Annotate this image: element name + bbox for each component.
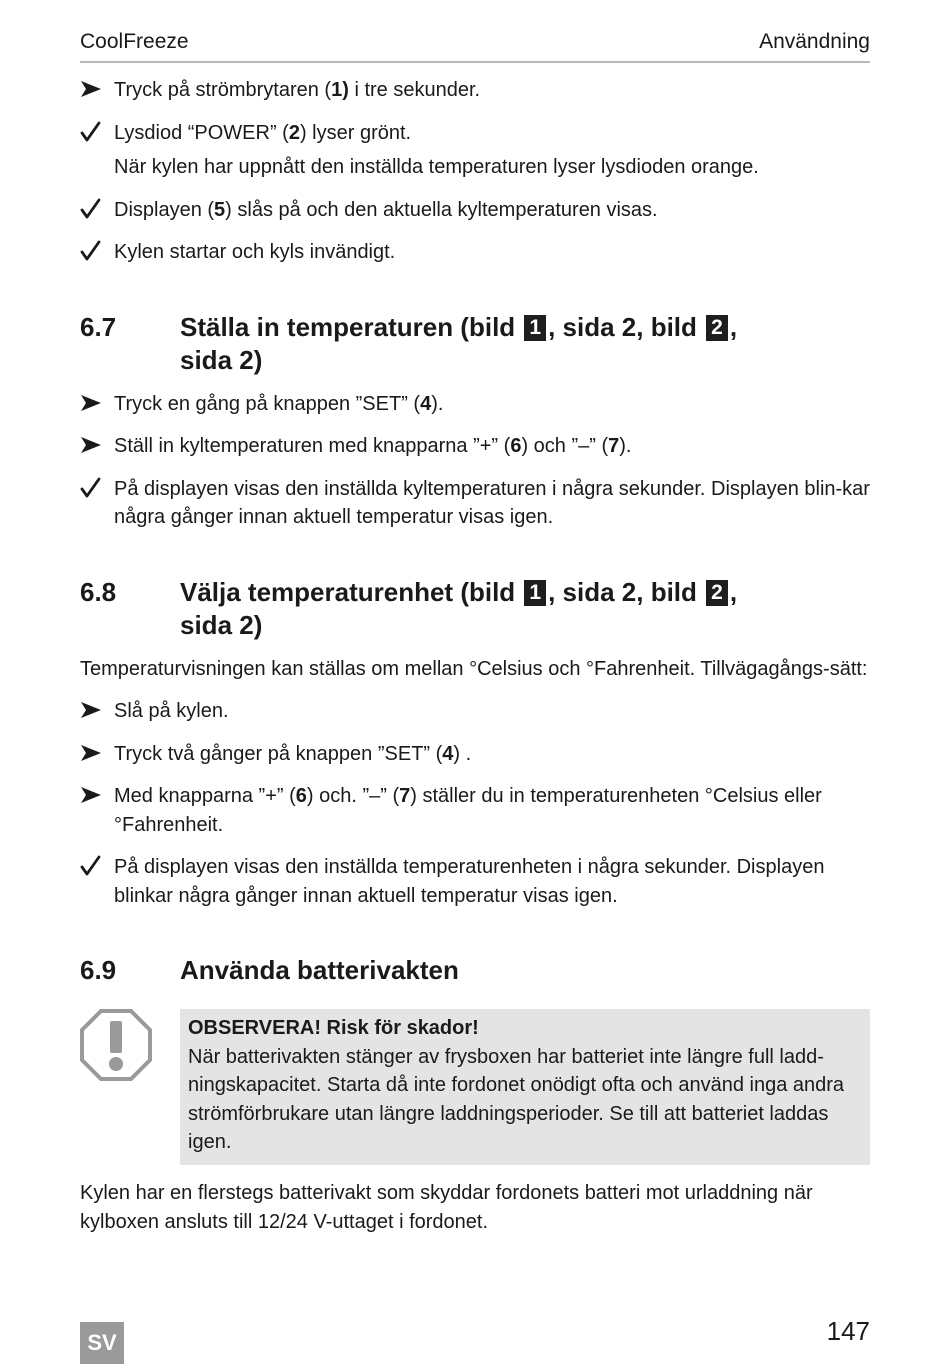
step-text: På displayen visas den inställda temperaturenheten i några sekunder. Displayen blinkar några gånger innan aktuell temperatur visas igen. [114, 856, 825, 907]
step-ref: 6 [510, 435, 522, 457]
header-chapter-name: Användning [759, 30, 870, 53]
section-number: 6.9 [80, 955, 117, 985]
check-icon [80, 196, 106, 224]
warning-notice [80, 1009, 870, 1161]
check-icon [80, 119, 106, 147]
warning-icon [80, 1009, 152, 1081]
figure-ref-badge: 1 [524, 315, 546, 341]
step-text: ) lyser grönt. [299, 121, 412, 144]
arrow-icon [80, 782, 106, 810]
warning-box [180, 1009, 870, 1165]
heading-text: Ställa in temperaturen (bild [180, 311, 523, 342]
language-badge: SV [80, 1322, 124, 1364]
heading-text: , [729, 311, 738, 342]
step-ref: 1) [331, 79, 349, 101]
list-item [80, 76, 870, 105]
heading-text: , sida 2, bild [548, 311, 705, 342]
step-text: Kylen startar och kyls invändigt. [114, 241, 396, 263]
list-item [80, 475, 870, 532]
step-text: Slå på kylen. [114, 700, 229, 722]
step-text: På displayen visas den inställda kyltemperaturen i några sekunder. Displayen blin-kar några gånger innan aktuell temperatur visas igen. [114, 477, 870, 528]
list-item [80, 853, 870, 910]
list-item [80, 697, 870, 726]
arrow-icon [80, 740, 106, 768]
step-text: Tryck två gånger på knappen ”SET” ( [114, 742, 443, 765]
check-icon [80, 475, 106, 503]
step-ref: 6 [295, 785, 307, 807]
check-icon [80, 238, 106, 266]
section-heading-6-7 [80, 311, 870, 377]
section-heading-6-9 [80, 954, 870, 987]
step-note: När kylen har uppnått den inställda temperaturen lyser lysdioden orange. [114, 156, 759, 178]
intro-paragraph: Temperaturvisningen kan ställas om mellan °Celsius och °Fahrenheit. Tillvägagångs-sätt: [80, 657, 868, 680]
step-text: ). [619, 435, 632, 457]
warning-title: OBSERVERA! Risk för skador! [188, 1017, 479, 1039]
step-ref: 7 [399, 785, 411, 807]
figure-ref-badge: 2 [706, 580, 728, 606]
list-item [80, 238, 870, 267]
arrow-icon [80, 697, 106, 725]
step-ref: 5 [214, 198, 226, 221]
page-content [80, 76, 870, 1236]
step-text: ) och. ”–” ( [306, 785, 400, 807]
list-item [80, 432, 870, 461]
arrow-icon [80, 390, 106, 418]
step-text: Tryck på strömbrytaren ( [114, 79, 332, 101]
step-text: Ställ in kyltemperaturen med knapparna ”+” ( [114, 435, 511, 457]
figure-ref-badge: 2 [706, 315, 728, 341]
step-ref: 2 [288, 121, 300, 144]
step-ref: 4 [420, 392, 432, 415]
warning-text: När batterivakten stänger av frysboxen har batteriet inte längre full ladd-ningskapacitet. Starta då inte fordonet onödigt ofta och använd inga andra strömförbrukare utan längre laddningsperioder. Se till att batteriet laddas igen. [188, 1045, 845, 1153]
arrow-icon [80, 76, 106, 104]
list-item [80, 390, 870, 419]
step-text: Lysdiod “POWER” ( [114, 121, 289, 144]
section-heading-6-8 [80, 576, 870, 642]
arrow-icon [80, 432, 106, 460]
body-paragraph: Kylen har en flerstegs batterivakt som skyddar fordonets batteri mot urladdning när kylboxen ansluts till 12/24 V-uttaget i fordonet. [80, 1182, 813, 1233]
list-item [80, 196, 870, 225]
header-product-name: CoolFreeze [80, 30, 189, 53]
check-icon [80, 853, 106, 881]
step-text: ) . [453, 742, 472, 765]
figure-ref-badge: 1 [524, 580, 546, 606]
heading-text: sida 2) [180, 609, 263, 640]
heading-text: Använda batterivakten [180, 955, 459, 985]
list-item [80, 740, 870, 769]
step-text: ) slås på och den aktuella kyltemperaturen visas. [225, 198, 658, 221]
step-text: ) ställer du in temperaturenheten °Celsius eller °Fahrenheit. [114, 785, 822, 836]
page-header [80, 30, 870, 63]
heading-text: sida 2) [180, 344, 263, 375]
step-text: ) och ”–” ( [521, 435, 609, 457]
page-number: 147 [826, 1316, 870, 1346]
step-text: i tre sekunder. [348, 79, 481, 101]
step-text: Displayen ( [114, 198, 215, 221]
section-number: 6.7 [80, 311, 117, 342]
heading-text: , [729, 576, 738, 607]
list-item [80, 782, 870, 839]
step-ref: 7 [608, 435, 620, 457]
list-item [80, 119, 870, 148]
section-number: 6.8 [80, 576, 117, 607]
step-text: Med knapparna ”+” ( [114, 785, 296, 807]
heading-text: Välja temperaturenhet (bild [180, 576, 523, 607]
heading-text: , sida 2, bild [548, 576, 705, 607]
step-ref: 4 [442, 742, 454, 765]
step-text: ). [431, 392, 444, 415]
step-text: Tryck en gång på knappen ”SET” ( [114, 392, 421, 415]
